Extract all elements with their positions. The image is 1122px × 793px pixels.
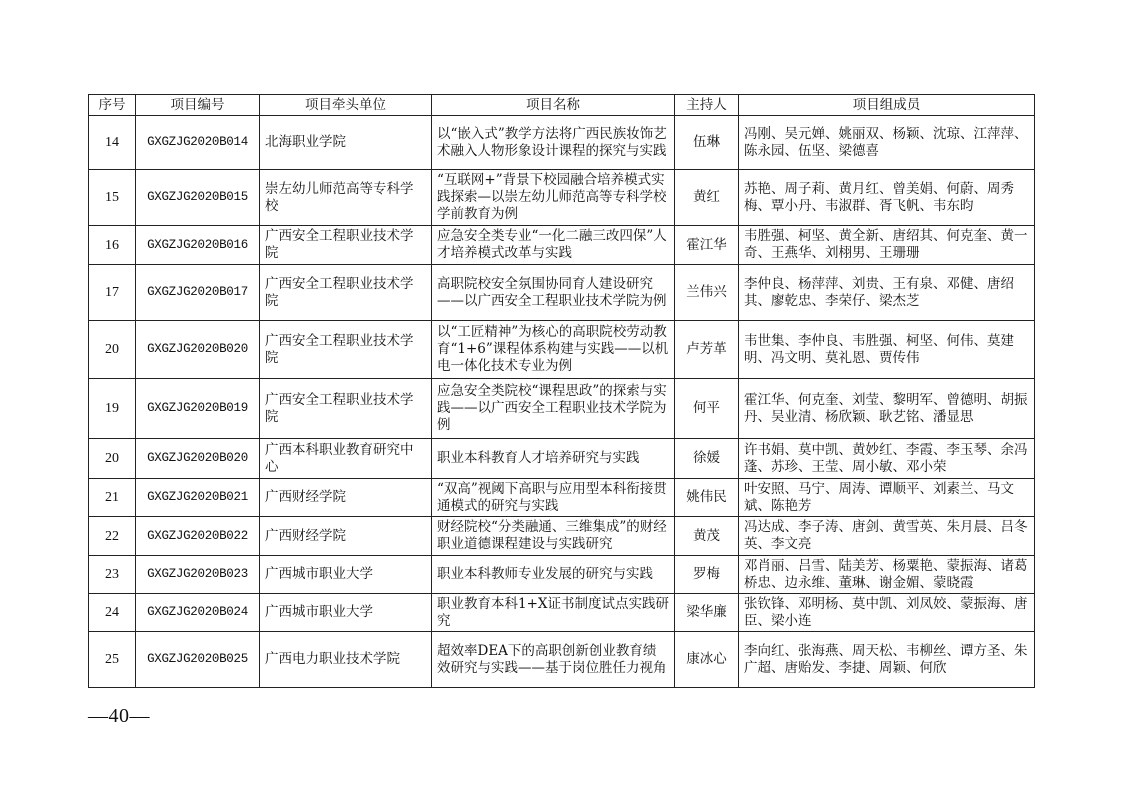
cell-host: 兰伟兴: [675, 265, 739, 321]
cell-name: 应急安全类专业“一化二融三改四保”人才培养模式改革与实践: [432, 226, 675, 265]
table-header-row: [89, 95, 1035, 116]
cell-seq: 14: [89, 116, 136, 170]
cell-host: 罗梅: [675, 556, 739, 594]
cell-name: “双高”视阈下高职与应用型本科衔接贯通模式的研究与实践: [432, 479, 675, 517]
cell-host: 黄茂: [675, 517, 739, 556]
header-code: 项目编号: [136, 95, 260, 116]
cell-host: 姚伟民: [675, 479, 739, 517]
cell-members: 韦世集、李仲良、韦胜强、柯坚、何伟、莫建明、冯文明、莫礼恩、贾传伟: [739, 321, 1035, 379]
page-number: —40—: [88, 705, 150, 727]
cell-members: 霍江华、何克奎、刘莹、黎明军、曾德明、胡振丹、吴业清、杨欣颖、耿艺铭、潘显思: [739, 379, 1035, 439]
table-row: [89, 479, 1035, 517]
cell-seq: 15: [89, 170, 136, 226]
table-row: [89, 265, 1035, 321]
cell-name: 职业本科教育人才培养研究与实践: [432, 439, 675, 479]
cell-code: GXGZJG2020B022: [136, 517, 260, 556]
cell-name: “互联网+”背景下校园融合培养模式实践探索—以崇左幼儿师范高等专科学校学前教育为例: [432, 170, 675, 226]
cell-code: GXGZJG2020B016: [136, 226, 260, 265]
cell-code: GXGZJG2020B020: [136, 321, 260, 379]
cell-host: 伍琳: [675, 116, 739, 170]
cell-members: 韦胜强、柯坚、黄全新、唐绍其、何克奎、黄一奇、王燕华、刘栩男、王珊珊: [739, 226, 1035, 265]
cell-name: 职业本科教师专业发展的研究与实践: [432, 556, 675, 594]
table-row: [89, 379, 1035, 439]
header-members: 项目组成员: [739, 95, 1035, 116]
table-row: [89, 226, 1035, 265]
cell-code: GXGZJG2020B015: [136, 170, 260, 226]
cell-members: 邓肖丽、吕雪、陆美芳、杨粟艳、蒙振海、诸葛桥忠、边永维、董琳、谢金媚、蒙晓霞: [739, 556, 1035, 594]
cell-unit: 北海职业学院: [260, 116, 432, 170]
cell-unit: 广西城市职业大学: [260, 556, 432, 594]
project-table: [88, 94, 1035, 688]
table-row: [89, 170, 1035, 226]
cell-seq: 21: [89, 479, 136, 517]
cell-members: 苏艳、周子莉、黄月红、曾美娟、何蔚、周秀梅、覃小丹、韦淑群、胥飞帆、韦东昀: [739, 170, 1035, 226]
table-row: [89, 321, 1035, 379]
cell-members: 许书娟、莫中凯、黄妙红、李霞、李玉琴、余冯蓬、苏珍、王莹、周小敏、邓小荣: [739, 439, 1035, 479]
cell-unit: 广西安全工程职业技术学院: [260, 226, 432, 265]
header-unit: 项目牵头单位: [260, 95, 432, 116]
cell-seq: 24: [89, 594, 136, 632]
cell-members: 李向红、张海燕、周天松、韦柳丝、谭方圣、朱广超、唐贻发、李捷、周颖、何欣: [739, 632, 1035, 688]
cell-name: 应急安全类院校“课程思政”的探索与实践——以广西安全工程职业技术学院为例: [432, 379, 675, 439]
table-row: [89, 594, 1035, 632]
cell-unit: 广西安全工程职业技术学院: [260, 379, 432, 439]
cell-seq: 19: [89, 379, 136, 439]
cell-code: GXGZJG2020B024: [136, 594, 260, 632]
header-name: 项目名称: [432, 95, 675, 116]
cell-unit: 崇左幼儿师范高等专科学校: [260, 170, 432, 226]
cell-seq: 22: [89, 517, 136, 556]
cell-host: 梁华廉: [675, 594, 739, 632]
cell-name: 超效率DEA下的高职创新创业教育绩效研究与实践——基于岗位胜任力视角: [432, 632, 675, 688]
cell-unit: 广西电力职业技术学院: [260, 632, 432, 688]
cell-host: 卢芳革: [675, 321, 739, 379]
cell-members: 冯达成、李子涛、唐剑、黄雪英、朱月晨、吕冬英、李文亮: [739, 517, 1035, 556]
cell-unit: 广西安全工程职业技术学院: [260, 265, 432, 321]
cell-code: GXGZJG2020B025: [136, 632, 260, 688]
cell-name: 以“工匠精神”为核心的高职院校劳动教育“1+6”课程体系构建与实践——以机电一体化技术专业为例: [432, 321, 675, 379]
cell-seq: 16: [89, 226, 136, 265]
cell-code: GXGZJG2020B014: [136, 116, 260, 170]
cell-name: 职业教育本科1+X证书制度试点实践研究: [432, 594, 675, 632]
table-row: [89, 439, 1035, 479]
table-row: [89, 556, 1035, 594]
table-row: [89, 632, 1035, 688]
header-host: 主持人: [675, 95, 739, 116]
cell-unit: 广西财经学院: [260, 517, 432, 556]
cell-unit: 广西本科职业教育研究中心: [260, 439, 432, 479]
cell-name: 财经院校“分类融通、三维集成”的财经职业道德课程建设与实践研究: [432, 517, 675, 556]
cell-host: 黄红: [675, 170, 739, 226]
cell-host: 康冰心: [675, 632, 739, 688]
cell-members: 李仲良、杨萍萍、刘贵、王有泉、邓健、唐绍其、廖乾忠、李荣仔、梁杰芝: [739, 265, 1035, 321]
cell-unit: 广西城市职业大学: [260, 594, 432, 632]
cell-members: 张钦锋、邓明杨、莫中凯、刘凤姣、蒙振海、唐臣、梁小连: [739, 594, 1035, 632]
cell-members: 冯刚、吴元婵、姚丽双、杨颖、沈琼、江萍萍、陈永园、伍坚、梁德喜: [739, 116, 1035, 170]
cell-unit: 广西安全工程职业技术学院: [260, 321, 432, 379]
cell-seq: 20: [89, 439, 136, 479]
cell-name: 高职院校安全氛围协同育人建设研究——以广西安全工程职业技术学院为例: [432, 265, 675, 321]
header-seq: 序号: [89, 95, 136, 116]
cell-seq: 20: [89, 321, 136, 379]
cell-unit: 广西财经学院: [260, 479, 432, 517]
cell-code: GXGZJG2020B023: [136, 556, 260, 594]
cell-seq: 23: [89, 556, 136, 594]
cell-code: GXGZJG2020B019: [136, 379, 260, 439]
table-row: [89, 116, 1035, 170]
cell-seq: 17: [89, 265, 136, 321]
cell-host: 徐媛: [675, 439, 739, 479]
cell-host: 霍江华: [675, 226, 739, 265]
cell-name: 以“嵌入式”教学方法将广西民族妆饰艺术融入人物形象设计课程的探究与实践: [432, 116, 675, 170]
table-row: [89, 517, 1035, 556]
cell-code: GXGZJG2020B021: [136, 479, 260, 517]
cell-members: 叶安照、马宁、周涛、谭顺平、刘素兰、马文斌、陈艳芳: [739, 479, 1035, 517]
cell-code: GXGZJG2020B017: [136, 265, 260, 321]
cell-code: GXGZJG2020B020: [136, 439, 260, 479]
cell-seq: 25: [89, 632, 136, 688]
cell-host: 何平: [675, 379, 739, 439]
project-list-sheet: [88, 94, 1034, 688]
